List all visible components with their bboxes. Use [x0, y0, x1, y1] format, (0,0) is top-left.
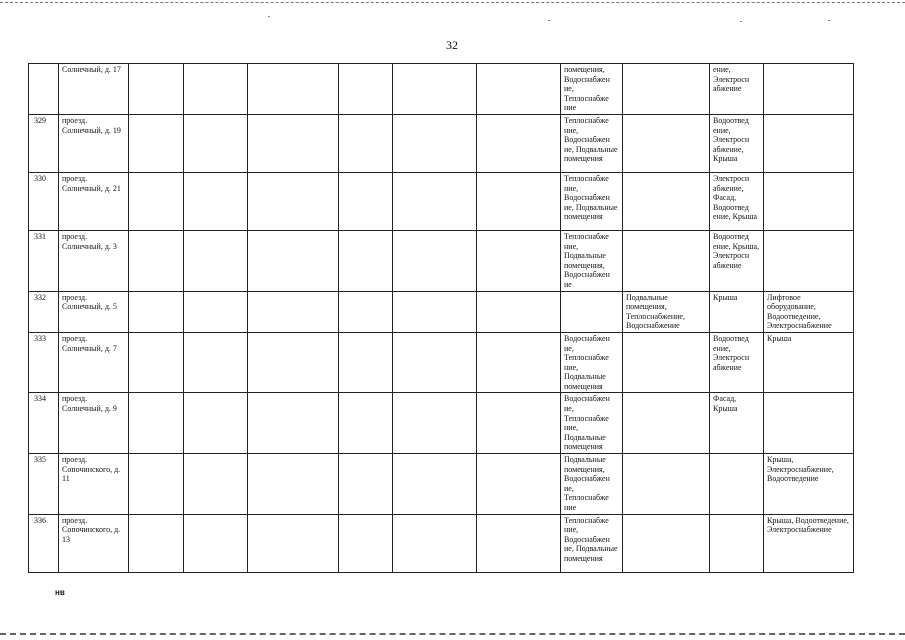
works-cell [764, 114, 854, 172]
works-cell [764, 64, 854, 115]
works-cell: Водоснабжен ие, Теплоснабже ние, Подвальные помещения [561, 332, 623, 393]
empty-cell [393, 393, 477, 454]
empty-cell [393, 514, 477, 572]
table-row [29, 514, 854, 572]
row-number-cell: 332 [29, 291, 59, 332]
works-cell: Теплоснабже ние, Водоснабжен ие, Подвальные помещения [561, 114, 623, 172]
empty-cell [129, 332, 184, 393]
row-number-cell: 335 [29, 454, 59, 515]
works-cell [764, 172, 854, 230]
scan-edge-top [0, 2, 905, 3]
works-cell: Фасад, Крыша [710, 393, 764, 454]
works-cell [623, 393, 710, 454]
empty-cell [184, 514, 248, 572]
works-cell: Лифтовое оборудование, Водоотведение, Электроснабжение [764, 291, 854, 332]
works-cell: Водоотвед ение, Крыша, Электросн абжение [710, 230, 764, 291]
table-row [29, 172, 854, 230]
empty-cell [129, 114, 184, 172]
table-body [29, 64, 854, 573]
repair-schedule-table [28, 63, 854, 573]
address-cell: проезд. Солнечный, д. 5 [59, 291, 129, 332]
empty-cell [184, 114, 248, 172]
row-number-cell: 331 [29, 230, 59, 291]
works-cell: ение, Электросн абжение [710, 64, 764, 115]
table-row [29, 230, 854, 291]
works-cell: Водоотвед ение, Электросн абжение [710, 332, 764, 393]
row-number-cell: 333 [29, 332, 59, 393]
works-cell [710, 514, 764, 572]
row-number-cell: 334 [29, 393, 59, 454]
address-cell: проезд. Сопочинского, д. 11 [59, 454, 129, 515]
empty-cell [184, 291, 248, 332]
address-cell: проезд. Сопочинского, д. 13 [59, 514, 129, 572]
empty-cell [339, 64, 393, 115]
empty-cell [184, 332, 248, 393]
works-cell [623, 454, 710, 515]
scan-edge-bottom [0, 633, 905, 635]
scan-speck [268, 16, 270, 17]
empty-cell [248, 114, 339, 172]
empty-cell [477, 291, 561, 332]
empty-cell [339, 393, 393, 454]
empty-cell [393, 454, 477, 515]
empty-cell [339, 332, 393, 393]
empty-cell [477, 172, 561, 230]
empty-cell [477, 230, 561, 291]
page-number: 32 [446, 38, 458, 52]
empty-cell [477, 514, 561, 572]
empty-cell [393, 114, 477, 172]
row-number-cell [29, 64, 59, 115]
empty-cell [477, 64, 561, 115]
works-cell: Крыша [710, 291, 764, 332]
empty-cell [184, 230, 248, 291]
empty-cell [184, 172, 248, 230]
works-cell [623, 332, 710, 393]
empty-cell [129, 172, 184, 230]
empty-cell [393, 291, 477, 332]
empty-cell [248, 454, 339, 515]
row-number-cell: 336 [29, 514, 59, 572]
works-cell: помещения, Водоснабжен ие, Теплоснабже ние [561, 64, 623, 115]
works-cell [623, 114, 710, 172]
empty-cell [477, 393, 561, 454]
empty-cell [339, 230, 393, 291]
empty-cell [477, 454, 561, 515]
works-cell: Подвальные помещения, Теплоснабжение, Водоснабжение [623, 291, 710, 332]
footer-mark: нв [55, 588, 65, 597]
works-cell: Теплоснабже ние, Подвальные помещения, Водоснабжен ие [561, 230, 623, 291]
empty-cell [184, 64, 248, 115]
empty-cell [248, 230, 339, 291]
works-cell [764, 230, 854, 291]
empty-cell [129, 514, 184, 572]
works-cell: Водоснабжен ие, Теплоснабже ние, Подвальные помещения [561, 393, 623, 454]
address-cell: проезд. Солнечный, д. 21 [59, 172, 129, 230]
empty-cell [129, 291, 184, 332]
empty-cell [477, 332, 561, 393]
empty-cell [248, 172, 339, 230]
table-row [29, 291, 854, 332]
address-cell: Солнечный, д. 17 [59, 64, 129, 115]
empty-cell [184, 454, 248, 515]
empty-cell [393, 64, 477, 115]
table-row [29, 332, 854, 393]
scan-speck [740, 21, 742, 22]
address-cell: проезд. Солнечный, д. 3 [59, 230, 129, 291]
works-cell [623, 172, 710, 230]
works-cell: Подвальные помещения, Водоснабжен ие, Теплоснабже ние [561, 454, 623, 515]
works-cell: Крыша [764, 332, 854, 393]
empty-cell [393, 230, 477, 291]
empty-cell [339, 291, 393, 332]
empty-cell [248, 291, 339, 332]
works-cell: Электросн абжение, Фасад, Водоотвед ение, Крыша [710, 172, 764, 230]
works-cell: Водоотвед ение, Электросн абжение, Крыша [710, 114, 764, 172]
table-row [29, 64, 854, 115]
empty-cell [393, 172, 477, 230]
table-row [29, 114, 854, 172]
empty-cell [129, 393, 184, 454]
empty-cell [129, 454, 184, 515]
table-row [29, 454, 854, 515]
works-cell [561, 291, 623, 332]
empty-cell [248, 393, 339, 454]
address-cell: проезд. Солнечный, д. 19 [59, 114, 129, 172]
empty-cell [248, 64, 339, 115]
scan-speck [548, 20, 550, 21]
address-cell: проезд. Солнечный, д. 9 [59, 393, 129, 454]
empty-cell [477, 114, 561, 172]
table-row [29, 393, 854, 454]
empty-cell [339, 514, 393, 572]
works-cell: Теплоснабже ние, Водоснабжен ие, Подвальные помещения [561, 514, 623, 572]
empty-cell [184, 393, 248, 454]
row-number-cell: 329 [29, 114, 59, 172]
empty-cell [339, 454, 393, 515]
works-cell [623, 230, 710, 291]
empty-cell [129, 64, 184, 115]
empty-cell [129, 230, 184, 291]
empty-cell [248, 514, 339, 572]
empty-cell [393, 332, 477, 393]
address-cell: проезд. Солнечный, д. 7 [59, 332, 129, 393]
empty-cell [339, 172, 393, 230]
works-cell: Крыша, Электроснабжение, Водоотведение [764, 454, 854, 515]
works-cell [623, 64, 710, 115]
scan-speck [828, 20, 830, 21]
works-cell [623, 514, 710, 572]
works-cell: Крыша, Водоотведение, Электроснабжение [764, 514, 854, 572]
works-cell [710, 454, 764, 515]
empty-cell [339, 114, 393, 172]
row-number-cell: 330 [29, 172, 59, 230]
empty-cell [248, 332, 339, 393]
works-cell: Теплоснабже ние, Водоснабжен ие, Подвальные помещения [561, 172, 623, 230]
works-cell [764, 393, 854, 454]
